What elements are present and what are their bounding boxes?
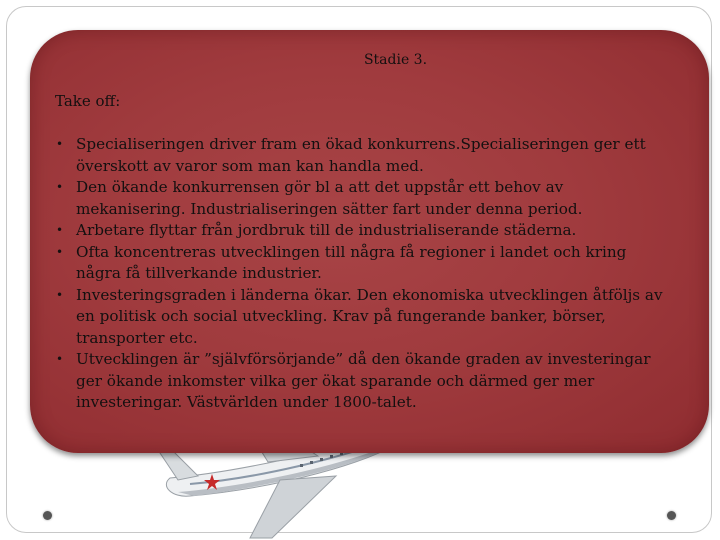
bullet-text: Investeringsgraden i länderna ökar. Den ekonomiska utvecklingen åtföljs av en politisk och social utveckling. Krav på fungerande banker, börser, transporter etc. <box>76 285 663 347</box>
bullet-item <box>52 349 672 414</box>
bullet-marker: • <box>56 137 64 151</box>
bullet-marker: • <box>56 180 64 194</box>
bullet-marker: • <box>56 244 64 259</box>
content-card <box>30 30 709 453</box>
bullet-list <box>52 134 672 414</box>
bullet-item <box>52 285 672 350</box>
bullet-text: Specialiseringen driver fram en ökad konkurrens.Specialiseringen ger ett överskott av varor som man kan handla med. <box>76 135 646 175</box>
corner-dot-left <box>43 511 52 520</box>
slide-title: Stadie 3. <box>363 52 428 68</box>
bullet-item <box>52 134 672 177</box>
bullet-item <box>52 242 672 285</box>
corner-dot-right <box>667 511 676 520</box>
slide-subtitle: Take off: <box>55 92 121 110</box>
bullet-text: Utvecklingen är ”självförsörjande” då den ökande graden av investeringar ger ökande inkomster vilka ger ökat sparande och därmed ger mer investeringar. Västvärlden under 1800-talet. <box>76 350 651 411</box>
bullet-marker: • <box>56 223 64 237</box>
bullet-marker: • <box>56 352 64 366</box>
bullet-text: Ofta koncentreras utvecklingen till några få regioner i landet och kring några få tillverkande industrier. <box>76 242 627 282</box>
bullet-text: Den ökande konkurrensen gör bl a att det uppstår ett behov av mekanisering. Industrialiseringen sätter fart under denna period. <box>76 178 583 218</box>
bullet-item <box>52 177 672 220</box>
bullet-marker: • <box>56 287 64 302</box>
bullet-item <box>52 220 672 242</box>
bullet-text: Arbetare flyttar från jordbruk till de industrialiserande städerna. <box>76 221 577 239</box>
